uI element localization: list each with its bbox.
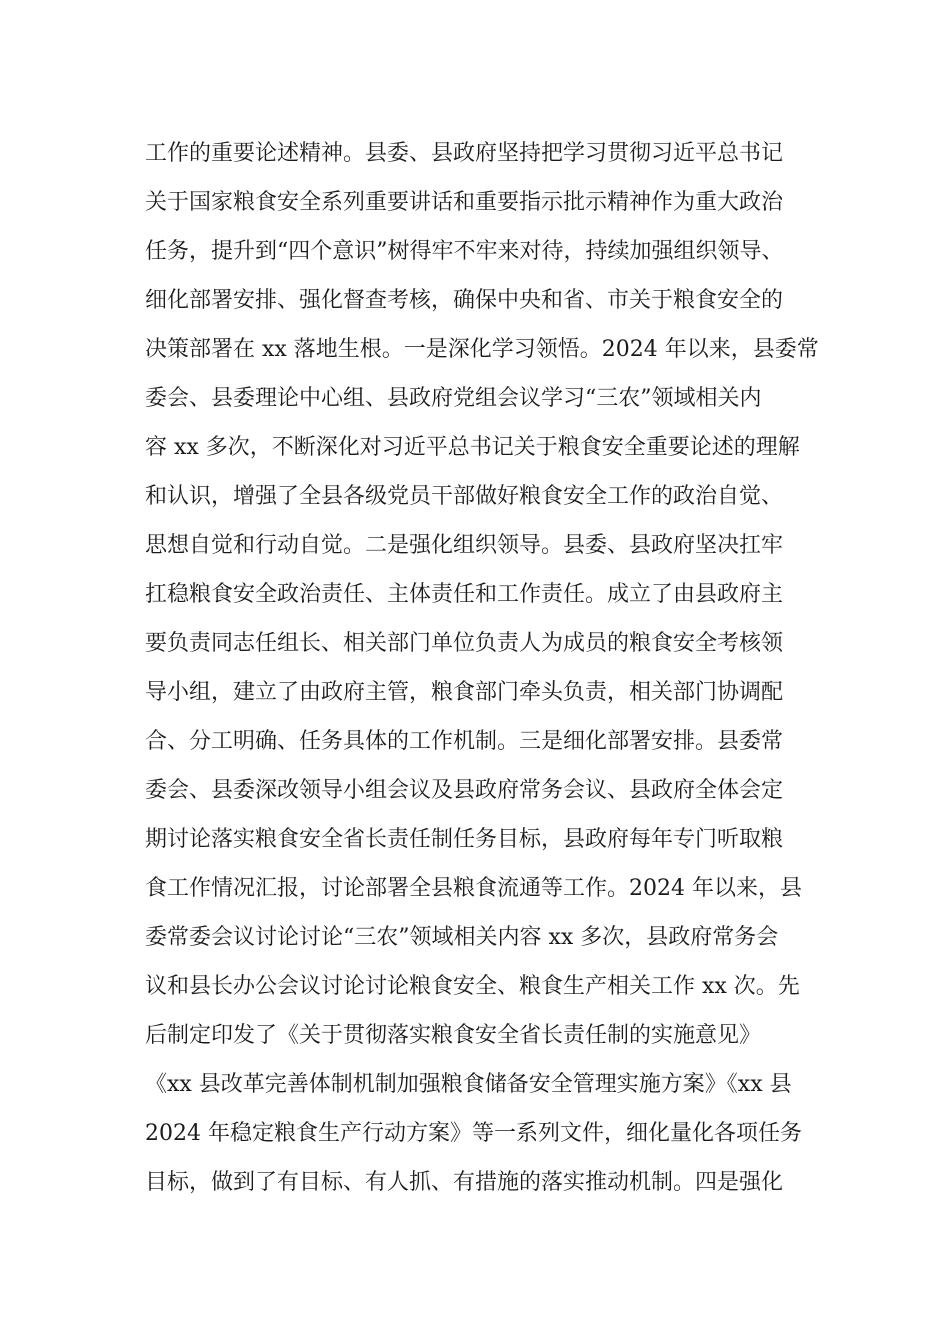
text-line: 委会、县委理论中心组、县政府党组会议学习“三农”领域相关内 — [145, 386, 762, 411]
text-line: 细化部署安排、强化督查考核，确保中央和省、市关于粮食安全的 — [145, 288, 784, 313]
text-line: 关于国家粮食安全系列重要讲话和重要指示批示精神作为重大政治 — [145, 190, 784, 215]
text-line: 和认识，增强了全县各级党员干部做好粮食安全工作的政治自觉、 — [145, 484, 784, 509]
text-line: 期讨论落实粮食安全省长责任制任务目标，县政府每年专门听取粮 — [145, 827, 784, 852]
text-line: 议和县长办公会议讨论讨论粮食安全、粮食生产相关工作 xx 次。先 — [145, 974, 800, 999]
text-line: 要负责同志任组长、相关部门单位负责人为成员的粮食安全考核领 — [145, 631, 784, 656]
text-line: 容 xx 多次，不断深化对习近平总书记关于粮食安全重要论述的理解 — [145, 435, 800, 460]
text-line: 委常委会议讨论讨论“三农”领域相关内容 xx 多次，县政府常务会 — [145, 925, 779, 950]
text-line: 导小组，建立了由政府主管，粮食部门牵头负责，相关部门协调配 — [145, 680, 784, 705]
text-line: 后制定印发了《关于贯彻落实粮食安全省长责任制的实施意见》 — [145, 1023, 762, 1048]
text-line: 工作的重要论述精神。县委、县政府坚持把学习贯彻习近平总书记 — [145, 141, 784, 166]
text-line: 目标，做到了有目标、有人抓、有措施的落实推动机制。四是强化 — [145, 1170, 784, 1195]
text-line: 合、分工明确、任务具体的工作机制。三是细化部署安排。县委常 — [145, 729, 784, 754]
text-line: 任务，提升到“四个意识”树得牢不牢来对待，持续加强组织领导、 — [145, 239, 784, 264]
text-line: 2024 年稳定粮食生产行动方案》等一系列文件，细化量化各项任务 — [145, 1121, 802, 1146]
text-line: 思想自觉和行动自觉。二是强化组织领导。县委、县政府坚决扛牢 — [145, 533, 784, 558]
body-paragraph — [145, 129, 835, 1207]
text-line: 决策部署在 xx 落地生根。一是深化学习领悟。2024 年以来，县委常 — [145, 337, 819, 362]
text-line: 《xx 县改革完善体制机制加强粮食储备安全管理实施方案》《xx 县 — [145, 1072, 792, 1097]
text-line: 扛稳粮食安全政治责任、主体责任和工作责任。成立了由县政府主 — [145, 582, 784, 607]
text-line: 委会、县委深改领导小组会议及县政府常务会议、县政府全体会定 — [145, 778, 784, 803]
text-line: 食工作情况汇报，讨论部署全县粮食流通等工作。2024 年以来，县 — [145, 876, 802, 901]
